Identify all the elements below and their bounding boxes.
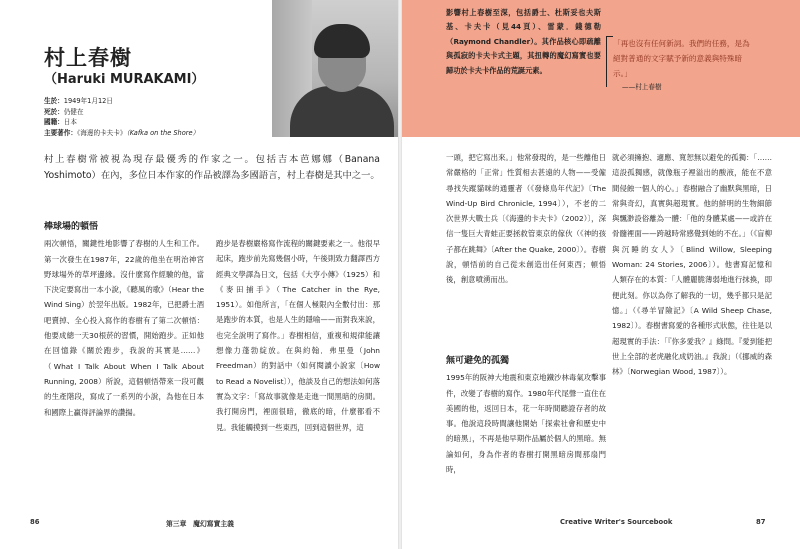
- fact-nationality: 國籍：日本: [44, 118, 77, 127]
- fact-major-work: 主要著作：《海邊的卡夫卡》（Kafka on the Shore）: [44, 128, 200, 137]
- section-heading-solitude: 無可避免的孤獨: [446, 356, 510, 366]
- author-name-english: （Haruki MURAKAMI）: [44, 72, 205, 87]
- column-baseball: [44, 220, 204, 420]
- author-name-chinese: 村上春樹: [44, 46, 132, 70]
- intro-paragraph: 村上春樹常被視為現存最優秀的作家之一。包括吉本芭娜娜（Banana Yoshimoto）在內，多位日本作家的作品被譯為多國語言，村上春樹是其中之一。: [44, 154, 380, 181]
- author-portrait-photo: [272, 0, 398, 137]
- column-running: 跑步是春樹嚴格寫作流程的關鍵要素之一。他很早起床，跑步前先寫幾個小時，午後則致力翻譯西方經典文學譯為日文，包括《大亨小傳》（1925）和《麥田捕手》（The Catcher in the Rye, 1951）。如他所言，「在個人極限內全數付出：那是跑步的本質，也是人生的隱喻——而對我來說，也完全說明了寫作。」春樹相信，重複和規律能讓想像力蓬勃綻放。在與約翰．弗里曼（John Freedman）的對話中（如何閱讀小說家〔How to Read a Novelist〕），他談及自己的想法如何落實為文字：「寫故事就像是走進一間黑暗的房間。我打開房門，裡面很暗，徹底的暗，什麼都看不見。我能觸摸到一些東西，回到這個世界，這: [216, 239, 380, 432]
- left-chapter-title: 第三章 魔幻寫實主義: [166, 520, 234, 528]
- section-heading-baseball: 棒球場的頓悟: [44, 222, 99, 232]
- fact-born: 生於：1949年1月12日: [44, 97, 113, 105]
- pull-quote-attribution: ——村上春樹: [622, 83, 662, 91]
- right-page-number: 87: [756, 518, 766, 526]
- fact-died: 死於：仍健在: [44, 107, 84, 116]
- column-characters: 一頭，把它寫出來。」他常發現的，是一些離他日常嚴格的「正常」性質相去甚遠的人物——受僱尋找失蹤貓咪的通靈者（《發條鳥年代記》〔The Wind-Up Bird Chronicle, 1994〕），不老的二次世界大戰士兵〔《海邊的卡夫卡》（2002）〕，深信一隻巨大青蛙正要拯救管東京的傢伙（《神的孩子都在跳舞》〔After the Quake, 2000〕）。春樹說，頓悟前的自己從未創造出任何東西；頓悟後，創意噴湧而出。: [446, 153, 606, 285]
- column-text: 1995年的阪神大地震和東京地鐵沙林毒氣攻擊事件，改變了春樹的寫作。1980年代尾聲一直住在美國的他，返回日本，花一年時間聽證存者的故事。他說這段時間讓他開始「探索社會和歷史中的暗黑」，不再是他早期作品屬於個人的黑暗。無論如何，身為作者的春樹打開黑暗房間那扇門時，: [446, 373, 606, 475]
- influences-sidebar-text: 影響村上春樹至深，包括爵士、杜斯妥也夫斯基、卡夫卡（見44頁）、雷蒙．錢德勒（Raymond Chandler）。其作品核心即疏離與孤寂的卡夫卡式主題，其扭轉的魔幻寫實也要歸功於卡夫卡作品的荒誕元素。: [446, 8, 601, 75]
- column-text: 兩次頓悟，關鍵性地影響了春樹的人生和工作。第一次發生在1987年，22歲的他坐在明治神宮野球場外的草坪邊緣。沒什麼寫作經驗的他，當下決定要寫出一本小說，《聽風的歌》（Hear the Wind Sing）於翌年出版。1982年，已把爵士酒吧賣掉、全心投入寫作的春樹有了第二次頓悟：他要成總一天30根菸的習慣，開始跑步。正如他在回憶錄《關於跑步，我說的其實是……》（What I Talk About When I Talk About Running, 2008）所說，這個頓悟帶來一段可觀的生產階段，寫成了一系列的小說，為他在日本和國際上贏得評論界的讚揚。: [44, 239, 204, 417]
- quote-bracket: [606, 36, 613, 87]
- column-solitude-cont: 就必須擁抱、適應、寬恕無以避免的孤獨：「……這設孤獨感，就像瓶子裡溢出的酸液，能在不意間侵蝕一個人的心。」春樹融合了幽默與黑暗，日常與奇幻，真實與超現實。他的鮮明的生物細節與飄渺設俗離為一體：「他的身體某處——或許在骨髓裡面——跨越時常感覺到她的不在。」（《盲柳與沉睡的女人》〔Blind Willow, Sleeping Woman: 24 Stories, 2006〕）。他書寫記憶和人類存在的本質：「人體麗脆薄弱地進行抹換，即便此刻。你以為你了解我的一切，幾乎都只是記憶。」（《尋羊冒險記》〔A Wild Sheep Chase, 1982〕）。春樹書寫愛的各種形式狀態，往往是以超現實的手法：「『你多愛我？』綠問。『愛到能把世上全部的老虎融化成奶油。』我說」（《挪威的森林》〔Norwegian Wood, 1987〕）。: [612, 153, 772, 377]
- left-page-number: 86: [30, 518, 40, 526]
- right-book-title: Creative Writer's Sourcebook: [560, 518, 673, 526]
- column-disaster: [446, 354, 606, 477]
- pull-quote: 「再也沒有任何新詞。我們的任務，是為絕對普通的文字賦予新的意義與特殊暗示。」: [613, 39, 750, 78]
- author-facts: [44, 96, 199, 138]
